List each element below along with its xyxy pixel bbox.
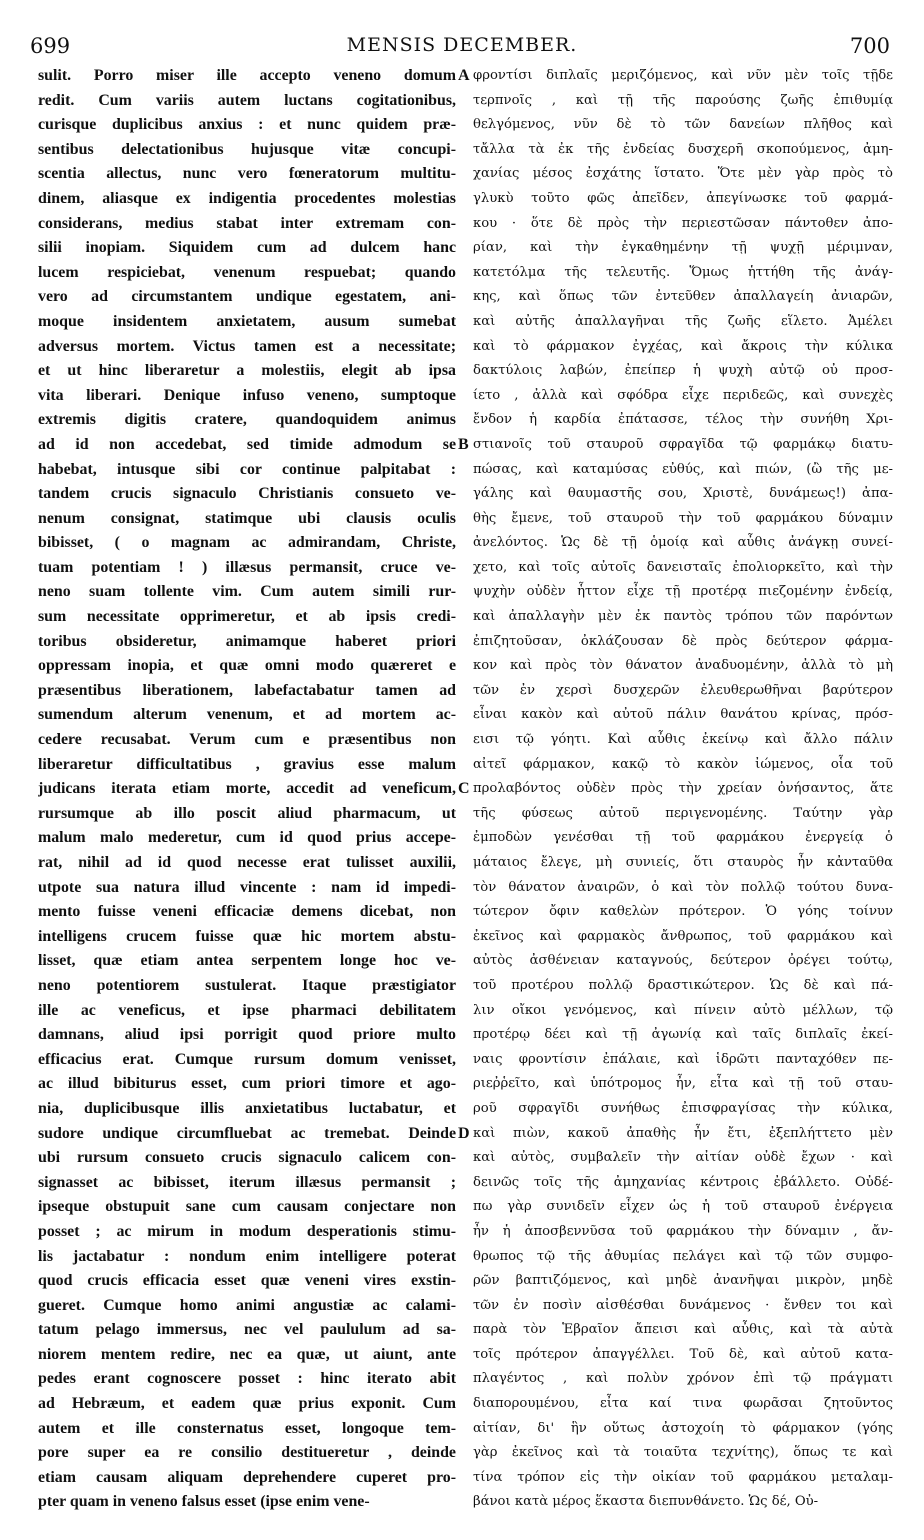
latin-text-line: utpote sua natura illud vincente : nam id impedi- <box>38 878 456 896</box>
latin-text-line: pedes erant cognoscere posset : hinc iterato abit <box>38 1370 456 1388</box>
latin-text-line: toribus obsideretur, animamque haberet priori <box>38 632 456 650</box>
greek-text-line: γάλης καὶ θαυμαστῆς σου, Χριστὲ, δυνάμεως!) ἀπα- <box>473 486 893 502</box>
greek-text-line: κατετόλμα τῆς τελευτῆς. Ὅμως ἡττήθη τῆς ἀνάγ- <box>473 264 893 280</box>
latin-text-line: oppressam inopia, et quæ omni modo quæreret e <box>38 657 456 675</box>
greek-text-line: κης, καὶ ὅπως τῶν ἐντεῦθεν ἀπαλλαγείη ἀνιαρῶν, <box>473 289 893 305</box>
latin-text-line: adversus mortem. Victus tamen est a necessitate; <box>38 337 456 355</box>
greek-text-line: αἰτίαν, δι' ἣν οὕτως ἀστοχοίη τὸ φάρμακον (γόης <box>473 1420 893 1436</box>
greek-text-line: γὰρ ἐκεῖνος καὶ τὰ τοιαῦτα τεχνίτης), ὅπως τε καὶ <box>473 1445 893 1461</box>
greek-text-line: καὶ πιὼν, κακοῦ ἀπαθὴς ἦν ἔτι, ἐξεπλήττετο μὲν <box>473 1125 893 1141</box>
greek-text-line: ρίαν, καὶ τὴν ἐγκαθημένην τῇ ψυχῇ μέριμναν, <box>473 240 893 256</box>
greek-text-line: τοῦ προτέρου πολλῷ δραστικώτερον. Ὡς δὲ καὶ πά- <box>473 977 893 993</box>
latin-text-line: lisset, quæ etiam antea serpentem longe hoc ve- <box>38 952 456 970</box>
latin-text-line: ad Hebræum, et eadem quæ prius exponit. Cum <box>38 1395 456 1413</box>
latin-text-line: efficacius erat. Cumque rursum domum venisset, <box>38 1050 456 1068</box>
greek-text-line: θρωπος τῷ τῆς ἀθυμίας πελάγει καὶ τῷ τῶν συμφο- <box>473 1248 893 1264</box>
greek-text-line: ριεῤῥεῖτο, καὶ ὑπότρομος ἦν, εἶτα καὶ τῇ τοῦ σταυ- <box>473 1076 893 1092</box>
section-marker-c: C <box>458 780 470 797</box>
running-title: MENSIS DECEMBER. <box>346 34 578 56</box>
section-marker-a: A <box>458 67 470 84</box>
greek-text-line: καὶ τὸ φάρμακον ἐγχέας, καὶ ἄκροις τὴν κύλικα <box>473 338 893 354</box>
latin-text-line: cedere recusabat. Verum cum e præsentibus non <box>38 731 456 749</box>
section-marker-b: B <box>458 436 469 453</box>
latin-text-line: posset ; ac mirum in modum desperationis stimu- <box>38 1222 456 1240</box>
greek-text-line: τοῖς πρότερον ἀπαγγέλλει. Τοῦ δὲ, καὶ αὐτοῦ κατα- <box>473 1346 893 1362</box>
greek-text-line: ψυχὴν οὐδὲν ἧττον εἶχε τῇ προτέρᾳ πιεζομένην ἐνδείᾳ, <box>473 584 893 600</box>
latin-text-line: tandem crucis signaculo Christianis consueto ve- <box>38 485 456 503</box>
greek-text-line: εισι τῷ γόητι. Καὶ αὖθις ἐκείνῳ καὶ ἄλλο πάλιν <box>473 732 893 748</box>
greek-text-line: ἔνδον ἡ καρδία ἐπάτασσε, τέλος τὴν συνήθη Χρι- <box>473 412 893 428</box>
greek-text-line: μάταιος ἔλεγε, μὴ συνιείς, ὅτι σταυρὸς ἦν κἀνταῦθα <box>473 855 893 870</box>
latin-text-line: ac illud bibiturus esset, cum priori timore et ago- <box>38 1075 456 1093</box>
section-marker-d: D <box>458 1125 470 1142</box>
latin-text-line: neno potentiorem sustulerat. Itaque præstigiator <box>38 976 456 994</box>
greek-text-line: προλαβόντος οὐδὲν πρὸς τὴν χρείαν ὀνήσαντος, ἅτε <box>473 781 893 797</box>
latin-text-line: signasset ac bibisset, iterum illæsus permansit ; <box>38 1173 456 1191</box>
latin-text-line: sum necessitate opprimeretur, et ab ipsis credi- <box>38 608 456 626</box>
greek-text-line: βάνοι κατὰ μέρος ἕκαστα διεπυνθάνετο. Ὡς δέ, Οὐ- <box>473 1494 819 1510</box>
greek-text-line: γλυκὺ τοῦτο φῶς ἀπεῖδεν, ἀπεγίνωσκε τοῦ φαρμά- <box>473 190 893 206</box>
latin-text-line: etiam causam aliquam deprehendere cuperet pro- <box>38 1468 456 1486</box>
latin-text-line: mento fuisse veneni efficaciæ demens dicebat, non <box>38 903 456 921</box>
latin-text-line: ubi rursum consueto crucis signaculo calicem con- <box>38 1149 456 1167</box>
greek-text-line: δακτύλοις λαβών, ἐπείπερ ἡ ψυχὴ αὐτῷ οὐ προσ- <box>473 363 893 379</box>
greek-text-line: ναις φροντίσιν ἐπάλαιε, καὶ ἱδρῶτι πανταχόθεν πε- <box>473 1051 893 1067</box>
latin-text-line: silii inopiam. Siquidem cum ad dulcem hanc <box>38 239 456 257</box>
greek-text-line: ἦν ἡ ἀποσβεννῦσα τοῦ φαρμάκου τὴν δύναμιν , ἄν- <box>473 1223 893 1239</box>
latin-text-line: ipseque obstupuit sane cum causam conjectare non <box>38 1198 456 1216</box>
latin-text-line: bibisset, ( o magnam ac admirandam, Christe, <box>38 534 456 552</box>
latin-text-line: redit. Cum variis autem luctans cogitationibus, <box>38 91 456 109</box>
greek-text-line: στιανοῖς τοῦ σταυροῦ σφραγῖδα τῷ φαρμάκῳ διατυ- <box>473 436 893 452</box>
latin-text-line: nia, duplicibusque illis anxietatibus luctabatur, et <box>38 1099 456 1117</box>
latin-text-line: tatum pelago immersus, nec vel paululum ad sa- <box>38 1321 456 1339</box>
greek-text-line: παρὰ τὸν Ἑβραῖον ἄπεισι καὶ αὖθις, καὶ τὰ αὐτὰ <box>473 1322 893 1338</box>
latin-text-line: liberaretur difficultatibus , gravius esse malum <box>38 755 456 773</box>
greek-text-line: θὴς ἔμενε, τοῦ σταυροῦ τὴν τοῦ φαρμάκου δύναμιν <box>473 510 893 526</box>
page-number-right: 700 <box>849 34 890 58</box>
latin-text-line: sumendum alterum venenum, et ad mortem ac- <box>38 706 456 724</box>
greek-text-line: πω γὰρ συνιδεῖν εἶχεν ὡς ἡ τοῦ σταυροῦ ἐνέργεια <box>473 1199 893 1215</box>
greek-text-line: τῶν ἐν ποσὶν αἰσθέσθαι δυνάμενος · ἔνθεν τοι καὶ <box>473 1297 893 1313</box>
greek-text-line: τἄλλα τὰ ἐκ τῆς ἐνδείας δυσχερῆ σκοπούμενος, ἀμη- <box>473 141 893 157</box>
greek-text-line: ἐκεῖνος καὶ φαρμακὸς ἄνθρωπος, τοῦ φαρμάκου καὶ <box>473 928 893 944</box>
greek-text-line: αὐτὸς ἀσθένειαν καταγνούς, δεύτερον ὀρέγει τούτῳ, <box>473 953 893 969</box>
latin-text-line: scentia allectus, nunc vero fœneratorum multitu- <box>38 165 456 183</box>
greek-text-line: θελγόμενος, νῦν δὲ τὸ τῶν δανείων πλῆθος καὶ <box>473 117 893 133</box>
greek-text-line: ρῶν βαπτιζόμενος, καὶ μηδὲ ἀνανῆψαι μικρὸν, μηδὲ <box>473 1273 893 1289</box>
latin-text-line: niorem mentem redire, nec ea quæ, ut aiunt, ante <box>38 1345 456 1363</box>
greek-text-line: καὶ αὐτὸς, συμβαλεῖν τὴν αἰτίαν οὐδὲ ἔχων · καὶ <box>473 1150 893 1166</box>
greek-text-line: κου · ὅτε δὲ πρὸς τὴν περιεστῶσαν πάντοθεν ἀπο- <box>473 215 893 231</box>
greek-text-line: δεινῶς τοῖς τῆς ἀμηχανίας κέντροις ἐβάλλετο. Οὐδέ- <box>473 1174 893 1190</box>
greek-text-line: αἰτεῖ φάρμακον, κακῷ τὸ κακὸν ἰώμενος, οἷα τοῦ <box>473 756 893 772</box>
latin-text-line: sulit. Porro miser ille accepto veneno domum <box>38 67 456 84</box>
latin-text-line: autem et ille consternatus esset, longoque tem- <box>38 1419 456 1437</box>
greek-column <box>473 64 893 1515</box>
greek-text-line: ἐπιζητοῦσαν, ὀκλάζουσαν δὲ πρὸς δεύτερον φάρμα- <box>473 633 893 649</box>
latin-text-line: quod crucis efficacia esset quæ veneni vires exstin- <box>38 1272 456 1290</box>
greek-text-line: τὸν θάνατον ἀναιρῶν, ὁ καὶ τὸν πολλῷ τούτου δυνα- <box>473 879 893 895</box>
latin-text-line: malum malo mederetur, cum id quod prius accepe- <box>38 829 456 847</box>
greek-text-line: πλαγέντος , καὶ πολὺν χρόνον ἐπὶ τῷ πράγματι <box>473 1371 893 1387</box>
greek-text-line: τῶν ἐν χερσὶ δυσχερῶν ἐλευθερωθῆναι βαρύτερον <box>473 682 893 698</box>
latin-text-line: pore super ea re consilio destitueretur , deinde <box>38 1444 456 1462</box>
greek-text-line: εἶναι κακὸν καὶ αὐτοῦ πάλιν θανάτου κρίνας, πρόσ- <box>473 707 893 723</box>
latin-text-line: sentibus delectationibus hujusque vitæ concupi- <box>38 140 456 158</box>
page-number-left: 699 <box>30 34 71 58</box>
latin-text-line: præsentibus liberationem, labefactabatur tamen ad <box>38 681 456 699</box>
latin-text-line: moque insidentem anxietatem, ausum sumebat <box>38 312 456 330</box>
latin-text-line: neno suam tollente vim. Cum autem simili rur- <box>38 583 456 601</box>
latin-text-line: ille ac veneficus, et ipse pharmaci debilitatem <box>38 1001 456 1019</box>
latin-text-line: intelligens crucem fuisse quæ hic mortem abstu- <box>38 927 456 945</box>
greek-text-line: καὶ αὐτῆς ἀπαλλαγῆναι τῆς ζωῆς εἵλετο. Ἀμέλει <box>473 313 893 329</box>
greek-text-line: ἀνελόντος. Ὡς δὲ τῇ ὁμοίᾳ καὶ αὖθις ἀνάγκῃ συνεί- <box>473 535 893 551</box>
latin-text-line: sudore undique circumfluebat ac tremebat. Deinde <box>38 1124 456 1142</box>
greek-text-line: τίνα τρόπον εἰς τὴν οἰκίαν τοῦ φαρμάκου μεταλαμ- <box>473 1469 893 1485</box>
greek-text-line: ἐμποδὼν γενέσθαι τῇ τοῦ φαρμάκου ἐνεργείᾳ ὁ <box>473 830 893 846</box>
greek-text-line: τώτερον ὄφιν καθελὼν πρότερον. Ὁ γόης τοίνυν <box>473 904 893 920</box>
greek-text-line: διαπορουμένου, εἶτα καί τινα φωρᾶσαι ζητοῦντος <box>473 1396 893 1412</box>
latin-text-line: lis jactabatur : nondum enim intelligere poterat <box>38 1247 456 1265</box>
greek-text-line: ροῦ σφραγῖδι συνήθως ἐπισφραγίσας τὴν κύλικα, <box>473 1100 893 1116</box>
latin-text-line: rursumque ab illo poscit aliud pharmacum, ut <box>38 804 456 822</box>
greek-text-line: πώσας, καὶ καταμύσας εὐθύς, καὶ πιών, (ὢ τῆς με- <box>473 461 893 477</box>
greek-text-line: λιν οἴκοι γενόμενος, καὶ πίνειν αὐτὸ μέλλων, τῷ <box>473 1002 893 1018</box>
greek-text-line: ίετο , ἀλλὰ καὶ σφόδρα εἶχε περιδεῶς, καὶ συνεχὲς <box>473 387 893 403</box>
latin-text-line: habebat, intusque sibi cor continue palpitabat : <box>38 460 456 478</box>
greek-text-line: προτέρῳ δέει καὶ τῇ ἀγωνίᾳ καὶ ταῖς διπλαῖς ἐκεί- <box>473 1027 893 1043</box>
latin-text-line: damnans, aliud ipsi porrigit quod priore multo <box>38 1026 456 1044</box>
latin-text-line: vita liberari. Denique infuso veneno, sumptoque <box>38 386 456 404</box>
latin-text-line: lucem respiciebat, venenum respuebat; quando <box>38 263 456 281</box>
latin-text-line: nenum consignat, statimque ubi clausis oculis <box>38 509 456 527</box>
greek-text-line: κον καὶ πρὸς τὸν θάνατον ἀναδυομένην, ἀλλὰ τὸ μὴ <box>473 658 893 674</box>
page-header <box>0 34 924 62</box>
latin-text-line: et ut hinc liberaretur a molestiis, elegit ab ipsa <box>38 362 456 380</box>
latin-text-line: gueret. Cumque homo animi angustiæ ac calami- <box>38 1296 456 1314</box>
greek-text-line: τερπνοῖς , καὶ τῇ τῆς παρούσης ζωῆς ἐπιθυμίᾳ <box>473 92 893 108</box>
latin-text-line: dinem, aliasque ex indigentia procedentes molestias <box>38 189 456 207</box>
latin-text-line: ad id non accedebat, sed timide admodum se <box>38 435 456 453</box>
greek-text-line: χανίας μέσος ἐσχάτης ἵστατο. Ὅτε μὲν γὰρ πρὸς τὸ <box>473 166 893 182</box>
latin-text-line: rat, nihil ad id quod necesse erat tulisset auxilii, <box>38 854 456 871</box>
latin-column <box>38 64 456 1515</box>
greek-text-line: καὶ ἀπαλλαγὴν μὲν ἐκ παντὸς τρόπου τῶν παρόντων <box>473 609 893 625</box>
greek-text-line: τῆς φύσεως αὐτοῦ περιγενομένης. Ταύτην γὰρ <box>473 805 893 821</box>
latin-text-line: extremis digitis cratere, quandoquidem animus <box>38 411 456 429</box>
latin-text-line: judicans iterata etiam morte, accedit ad veneficum, <box>38 780 456 798</box>
latin-text-line: tuam potentiam ! ) illæsus permansit, cruce ve- <box>38 558 456 576</box>
latin-text-line: considerans, medius stabat inter extremam con- <box>38 214 456 232</box>
latin-text-line: vero ad circumstantem undique egestatem, ani- <box>38 288 456 306</box>
latin-text-line: curisque duplicibus anxius : et nunc quidem præ- <box>38 116 456 134</box>
greek-text-line: χετο, καὶ τοῖς αὐτοῖς δανεισταῖς ἐπολιορκεῖτο, καὶ τὴν <box>473 559 893 575</box>
latin-text-line: pter quam in veneno falsus esset (ipse enim vene- <box>38 1493 370 1511</box>
greek-text-line: φροντίσι διπλαῖς μεριζόμενος, καὶ νῦν μὲν τοῖς τῇδε <box>473 68 893 83</box>
